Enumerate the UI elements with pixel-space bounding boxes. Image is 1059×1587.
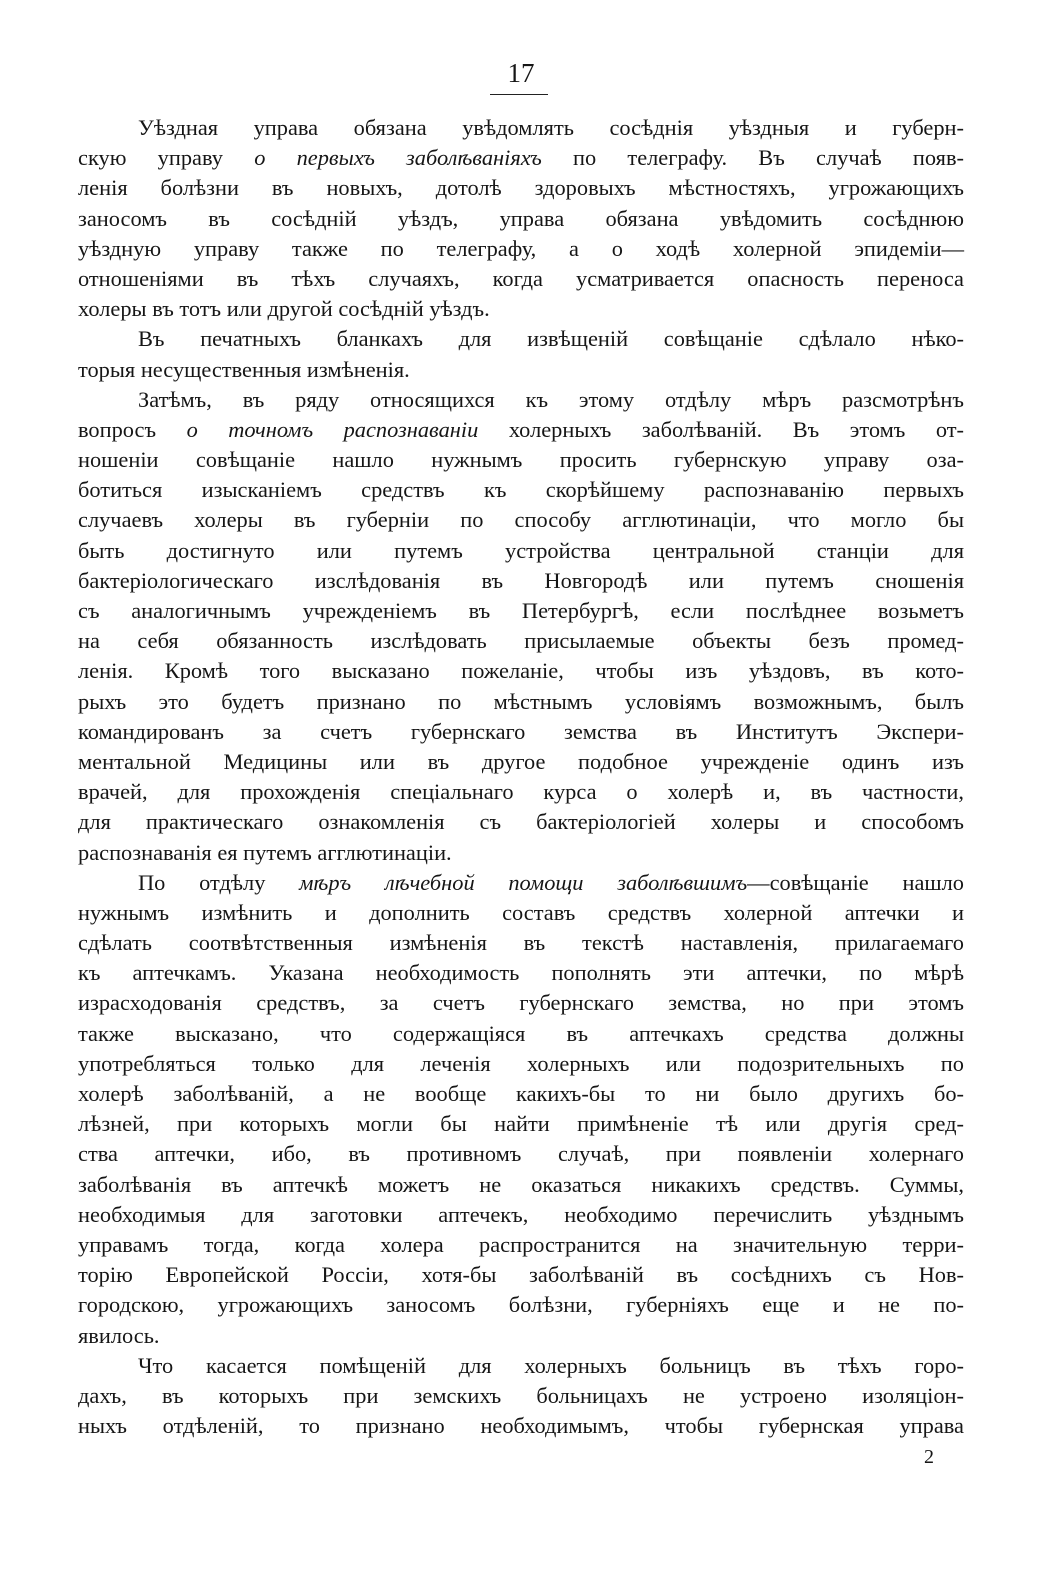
text-run: ношеніи совѣщаніе нашло нужнымъ просить губернскую управу оза-	[78, 447, 964, 473]
text-run: израсходованія средствъ, за счетъ губернскаго земства, но при этомъ	[78, 990, 964, 1016]
text-run: съ аналогичнымъ учрежденіемъ въ Петербургѣ, если послѣднее возьметъ	[78, 598, 964, 623]
text-run: нужнымъ измѣнить и дополнить составъ средствъ холерной аптечки и	[78, 899, 964, 925]
text-run: По отдѣлу	[138, 869, 300, 895]
text-run: заболѣванія въ аптечкѣ можетъ не оказаться никакихъ средствъ. Суммы,	[78, 1171, 964, 1197]
text-line	[78, 204, 964, 234]
text-line	[78, 355, 964, 385]
text-line	[78, 173, 964, 203]
text-run: —совѣщаніе нашло	[747, 869, 964, 895]
text-run: бактеріологическаго изслѣдованія въ Новгородѣ или путемъ сношенія	[78, 567, 964, 593]
text-run: холерныхъ заболѣваній. Въ этомъ от-	[478, 416, 964, 442]
text-run: ботиться изысканіемъ средствъ къ скорѣйшему распознаванію первыхъ	[78, 477, 964, 503]
text-line	[78, 505, 964, 535]
text-run: быть достигнуто или путемъ устройства центральной станціи для	[78, 537, 964, 563]
text-line	[78, 958, 964, 988]
text-line	[78, 113, 964, 143]
emphasized-text-run: о первыхъ заболѣваніяхъ	[254, 145, 542, 171]
text-run: ства аптечки, ибо, въ противномъ случаѣ, при появленіи холернаго	[78, 1141, 964, 1167]
text-line	[78, 1019, 964, 1049]
text-line	[78, 445, 964, 475]
text-run: по телеграфу. Въ случаѣ появ-	[541, 145, 964, 171]
text-run: для практическаго ознакомленія съ бактеріологіей холеры и способомъ	[78, 809, 964, 835]
text-line	[78, 566, 964, 596]
text-line	[78, 324, 964, 354]
text-line	[78, 1411, 964, 1441]
text-line	[78, 868, 964, 898]
text-run: Въ печатныхъ бланкахъ для извѣщеній совѣщаніе сдѣлало нѣко-	[138, 326, 964, 352]
text-run: распознаванія ея путемъ агглютинаціи.	[78, 839, 452, 865]
text-run: Затѣмъ, въ ряду относящихся къ этому отдѣлу мѣръ разсмотрѣнъ	[138, 386, 964, 412]
text-run: на себя обязанность изслѣдовать присылаемые объекты безъ промед-	[78, 628, 964, 654]
text-run: Уѣздная управа обязана увѣдомлять сосѣднія уѣздныя и губерн-	[138, 115, 964, 140]
text-run: ныхъ отдѣленій, то признано необходимымъ, чтобы губернская управа	[78, 1413, 964, 1439]
text-run: ленія. Кромѣ того высказано пожеланіе, чтобы изъ уѣздовъ, въ кото-	[78, 658, 964, 684]
text-run: торію Европейской Россіи, хотя-бы заболѣваній въ сосѣднихъ съ Нов-	[78, 1262, 964, 1288]
body-text	[78, 113, 964, 1441]
text-line	[78, 596, 964, 626]
text-run: рыхъ это будетъ признано по мѣстнымъ условіямъ возможнымъ, былъ	[78, 688, 964, 714]
text-run: къ аптечкамъ. Указана необходимость пополнять эти аптечки, по мѣрѣ	[78, 960, 964, 986]
text-run: сдѣлать соотвѣтственныя измѣненія въ текстѣ наставленія, прилагаемаго	[78, 930, 964, 956]
text-run: вопросъ	[78, 416, 187, 442]
text-run: дахъ, въ которыхъ при земскихъ больницахъ не устроено изоляціон-	[78, 1382, 964, 1408]
text-line	[78, 264, 964, 294]
text-run: также высказано, что содержащіяся въ аптечкахъ средства должны	[78, 1020, 964, 1046]
text-line	[78, 1381, 964, 1411]
text-line	[78, 1351, 964, 1381]
text-run: лѣзней, при которыхъ могли бы найти примѣненіе тѣ или другія сред-	[78, 1111, 964, 1137]
text-line	[78, 928, 964, 958]
text-line	[78, 1109, 964, 1139]
text-run: необходимыя для заготовки аптечекъ, необходимо перечислить уѣзднымъ	[78, 1201, 964, 1227]
text-run: случаевъ холеры въ губерніи по способу агглютинаціи, что могло бы	[78, 507, 964, 533]
sheet-signature-mark: 2	[924, 1446, 934, 1468]
text-line	[78, 294, 964, 324]
text-line	[78, 747, 964, 777]
text-line	[78, 777, 964, 807]
text-line	[78, 898, 964, 928]
text-line	[78, 1200, 964, 1230]
text-line	[78, 385, 964, 415]
text-run: ленія болѣзни въ новыхъ, дотолѣ здоровыхъ мѣстностяхъ, угрожающихъ	[78, 175, 964, 201]
text-line	[78, 626, 964, 656]
text-run: врачей, для прохожденія спеціальнаго курса о холерѣ и, въ частности,	[78, 779, 964, 805]
text-line	[78, 1290, 964, 1320]
text-line	[78, 143, 964, 173]
text-run: командированъ за счетъ губернскаго земства въ Институтъ Экспери-	[78, 718, 964, 744]
text-run: управамъ тогда, когда холера распространится на значительную терри-	[78, 1231, 964, 1257]
text-line	[78, 1079, 964, 1109]
page-number: 17	[507, 58, 535, 88]
text-run: городскою, угрожающихъ заносомъ болѣзни, губерніяхъ еще и не по-	[78, 1292, 964, 1318]
text-line	[78, 234, 964, 264]
text-run: явилось.	[78, 1322, 160, 1348]
text-run: холеры въ тотъ или другой сосѣдній уѣздъ.	[78, 296, 490, 322]
page-number-rule	[490, 94, 548, 95]
text-line	[78, 687, 964, 717]
text-run: заносомъ въ сосѣдній уѣздъ, управа обязана увѣдомить сосѣднюю	[78, 205, 964, 231]
text-run: ментальной Медицины или въ другое подобное учрежденіе одинъ изъ	[78, 748, 964, 774]
text-line	[78, 807, 964, 837]
text-run: уѣздную управу также по телеграфу, а о ходѣ холерной эпидеміи—	[78, 235, 964, 261]
text-line	[78, 838, 964, 868]
text-line	[78, 475, 964, 505]
text-line	[78, 1139, 964, 1169]
text-run: холерѣ заболѣваній, а не вообще какихъ-бы то ни было другихъ бо-	[78, 1081, 964, 1106]
text-run: Что касается помѣщеній для холерныхъ больницъ въ тѣхъ горо-	[138, 1352, 964, 1378]
emphasized-text-run: о точномъ распознаваніи	[186, 416, 479, 442]
text-line	[78, 656, 964, 686]
text-line	[78, 1260, 964, 1290]
text-run: скую управу	[78, 145, 255, 171]
text-line	[78, 717, 964, 747]
text-line	[78, 1321, 964, 1351]
text-line	[78, 988, 964, 1018]
text-run: торыя несущественныя измѣненія.	[78, 356, 410, 382]
text-line	[78, 1049, 964, 1079]
text-line	[78, 415, 964, 445]
text-run: употребляться только для леченія холерныхъ или подозрительныхъ по	[78, 1050, 964, 1076]
text-run: отношеніями въ тѣхъ случаяхъ, когда усматривается опасность переноса	[78, 265, 964, 291]
emphasized-text-run: мѣръ лѣчебной помощи заболѣвшимъ	[299, 869, 748, 895]
text-line	[78, 1170, 964, 1200]
text-line	[78, 536, 964, 566]
text-line	[78, 1230, 964, 1260]
